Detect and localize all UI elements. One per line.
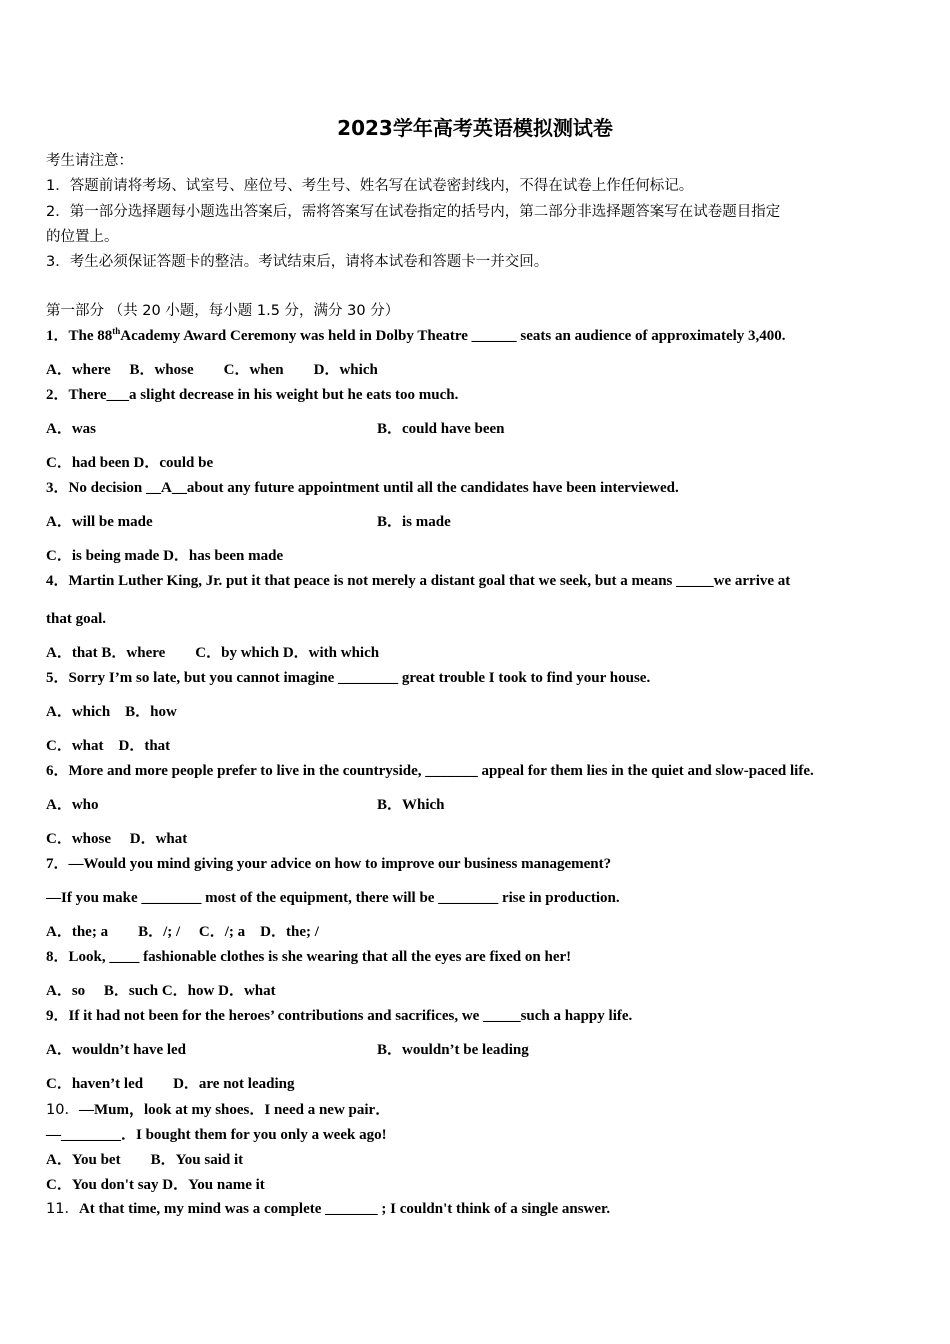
question-11-number: 11． <box>46 1201 79 1217</box>
question-5-options-cd: C．what D．that <box>46 738 171 754</box>
question-10-options-ab: A．You bet B．You said it <box>46 1152 244 1168</box>
question-2-options-cd: C．had been D．could be <box>46 455 214 471</box>
question-11 <box>46 1200 610 1218</box>
notice-item: 3．考生必须保证答题卡的整洁。考试结束后，请将本试卷和答题卡一并交回。 <box>46 254 549 270</box>
question-2: 2．There___a slight decrease in his weight but he eats too much. <box>46 387 459 403</box>
question-1-sup: th <box>112 326 121 336</box>
question-9-option-b: B．wouldn’t be leading <box>377 1042 529 1058</box>
question-10-options-cd: C．You don't say D．You name it <box>46 1177 265 1193</box>
question-6-option-a: A．who <box>46 797 99 813</box>
question-3-option-b: B．is made <box>377 514 451 530</box>
question-3-pre: 3．No decision <box>46 480 147 496</box>
question-1 <box>46 327 786 345</box>
question-3-post: about any future appointment until all the candidates have been interviewed. <box>186 480 679 496</box>
question-1-options: A．where B．whose C．when D．which <box>46 362 378 378</box>
page-title: 2023学年高考英语模拟测试卷 <box>337 116 613 140</box>
question-7-cont: —If you make ________ most of the equipment, there will be ________ rise in production. <box>46 890 620 906</box>
question-5: 5．Sorry I’m so late, but you cannot imagine ________ great trouble I took to find your house. <box>46 670 651 686</box>
question-1-pre: 1．The 88 <box>46 328 113 344</box>
question-9: 9．If it had not been for the heroes’ contributions and sacrifices, we _____such a happy life. <box>46 1008 633 1024</box>
notice-item: 的位置上。 <box>46 229 119 245</box>
question-6-option-b: B．Which <box>377 797 445 813</box>
question-3-options-cd: C．is being made D．has been made <box>46 548 284 564</box>
question-4: 4．Martin Luther King, Jr. put it that peace is not merely a distant goal that we seek, but a means _____we arrive at <box>46 573 791 589</box>
question-8: 8．Look, ____ fashionable clothes is she wearing that all the eyes are fixed on her! <box>46 949 572 965</box>
question-2-option-b: B．could have been <box>377 421 505 437</box>
question-7: 7．—Would you mind giving your advice on how to improve our business management? <box>46 856 612 872</box>
section-heading: 第一部分 （共 20 小题，每小题 1.5 分，满分 30 分） <box>46 303 400 319</box>
question-6: 6．More and more people prefer to live in the countryside, _______ appeal for them lies in the quiet and slow-paced life. <box>46 763 814 779</box>
question-1-post: Academy Award Ceremony was held in Dolby Theatre ______ seats an audience of approximately 3,400. <box>120 328 786 344</box>
question-10-number: 10． <box>46 1102 79 1118</box>
question-4-options: A．that B．where C．by which D．with which <box>46 645 380 661</box>
question-5-options-ab: A．which B．how <box>46 704 177 720</box>
notice-item: 1．答题前请将考场、试室号、座位号、考生号、姓名写在试卷密封线内，不得在试卷上作任何标记。 <box>46 178 694 194</box>
question-9-options-cd: C．haven’t led D．are not leading <box>46 1076 295 1092</box>
question-3-answer: __A__ <box>146 480 187 496</box>
question-2-option-a: A．was <box>46 421 97 437</box>
question-11-stem: At that time, my mind was a complete _______ ; I couldn't think of a single answer. <box>78 1201 611 1217</box>
question-9-option-a: A．wouldn’t have led <box>46 1042 187 1058</box>
question-10-cont: —________．I bought them for you only a week ago! <box>46 1127 387 1143</box>
notice-heading: 考生请注意： <box>46 153 133 169</box>
question-10-stem: —Mum，look at my shoes．I need a new pair． <box>78 1102 391 1118</box>
question-4-cont: that goal. <box>46 611 106 627</box>
question-7-options: A．the; a B．/; / C．/; a D．the; / <box>46 924 319 940</box>
question-3 <box>46 479 679 497</box>
question-10 <box>46 1101 390 1119</box>
question-6-options-cd: C．whose D．what <box>46 831 188 847</box>
question-8-options: A．so B．such C．how D．what <box>46 983 276 999</box>
notice-item: 2．第一部分选择题每小题选出答案后，需将答案写在试卷指定的括号内，第二部分非选择题答案写在试卷题目指定 <box>46 204 781 220</box>
question-3-option-a: A．will be made <box>46 514 153 530</box>
